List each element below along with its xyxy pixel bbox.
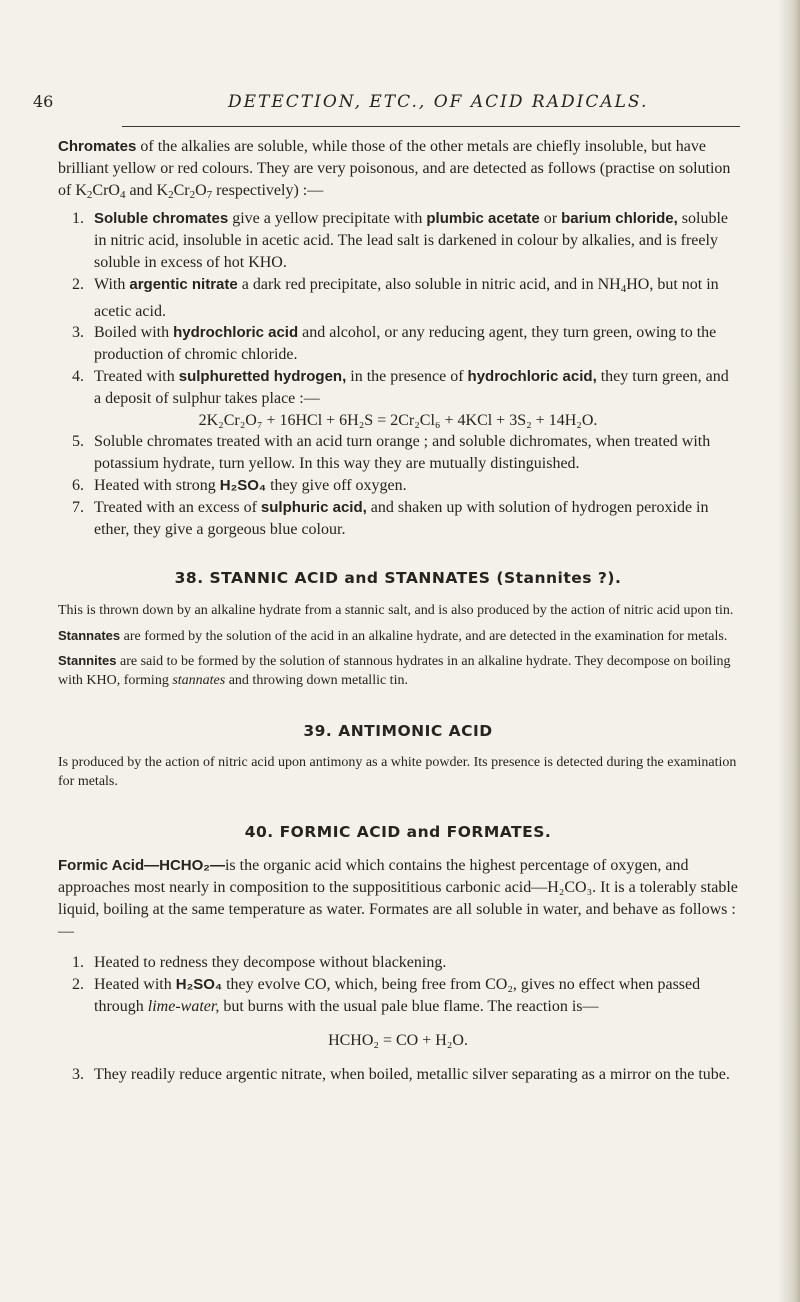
formula-part: respectively) :— bbox=[212, 181, 324, 199]
bold-term: hydrochloric acid, bbox=[467, 367, 597, 385]
list-item bbox=[58, 497, 738, 541]
running-title: DETECTION, ETC., OF ACID RADICALS. bbox=[228, 92, 649, 112]
formula-part: and K bbox=[125, 181, 169, 199]
page-header bbox=[0, 92, 800, 122]
bold-term: argentic nitrate bbox=[129, 275, 238, 293]
item-text: Boiled with bbox=[94, 324, 174, 342]
list-item bbox=[58, 322, 738, 366]
list-item bbox=[58, 208, 738, 273]
item-number: 2. bbox=[72, 976, 84, 994]
chromates-intro bbox=[58, 136, 738, 206]
italic-term: lime-water, bbox=[147, 998, 220, 1016]
item-number: 3. bbox=[72, 324, 84, 342]
sub: 2 bbox=[86, 188, 93, 201]
italic-term: stannates bbox=[172, 672, 226, 688]
item-text: Heated to redness they decompose without blackening. bbox=[94, 954, 447, 972]
para-text: are said to be formed by the solution of stannous hydrates in an alkaline hydrate. They decompose on boiling with KHO, forming bbox=[58, 654, 731, 688]
item-text: or bbox=[539, 210, 562, 228]
bold-term: H₂SO₄ bbox=[175, 976, 223, 994]
item-text: They readily reduce argentic nitrate, when boiled, metallic silver separating as a mirror on the tube. bbox=[94, 1065, 730, 1083]
item-text: they turn green, and a deposit of sulphur takes place :— bbox=[94, 367, 729, 407]
formic-intro bbox=[58, 855, 738, 942]
bold-term: plumbic acetate bbox=[426, 210, 540, 228]
item-text: give a yellow precipitate with bbox=[228, 210, 427, 228]
item-number: 3. bbox=[72, 1065, 84, 1083]
formic-intro-text: is the organic acid which contains the highest percentage of oxygen, and approaches most nearly in composition to the supposititious carbonic acid—H₂CO₃. It is a tolerably stable liquid, boiling at the same temperature as water. Formates are all soluble in water, and behave as follows :— bbox=[58, 857, 738, 940]
list-item bbox=[58, 974, 738, 1018]
list-item bbox=[58, 952, 738, 974]
bold-term: Stannates bbox=[58, 627, 121, 643]
stannic-para-1: This is thrown down by an alkaline hydrate from a stannic salt, and is also produced by the action of nitric acid upon tin. bbox=[58, 603, 734, 619]
para-text: and throwing down metallic tin. bbox=[225, 672, 408, 688]
formic-equation: HCHO₂ = CO + H₂O. bbox=[328, 1031, 468, 1049]
list-item bbox=[58, 1064, 738, 1086]
stannic-para-3 bbox=[58, 652, 738, 690]
section-heading-antimonic: 39. ANTIMONIC ACID bbox=[303, 721, 493, 740]
item-text: Heated with strong bbox=[94, 476, 220, 494]
sub: 2 bbox=[189, 188, 196, 201]
bold-term: sulphuretted hydrogen, bbox=[178, 367, 347, 385]
item-text: Heated with bbox=[94, 976, 176, 994]
page-number: 46 bbox=[33, 92, 54, 111]
item-text: and shaken up with solution of hydrogen peroxide in ether, they give a gorgeous blue colour. bbox=[94, 498, 709, 538]
item-number: 1. bbox=[72, 954, 84, 972]
sub: 4 bbox=[119, 188, 126, 201]
list-item bbox=[58, 274, 738, 323]
item-text: in the presence of bbox=[346, 367, 468, 385]
list-item bbox=[58, 431, 738, 475]
chromates-lead: Chromates bbox=[58, 138, 137, 155]
header-rule bbox=[122, 126, 740, 127]
item-text: they give off oxygen. bbox=[266, 476, 407, 494]
item-text: HO, but not in acetic acid. bbox=[94, 275, 719, 320]
formic-test-list bbox=[58, 952, 738, 1085]
section-heading-formic: 40. FORMIC ACID and FORMATES. bbox=[244, 822, 552, 841]
section-heading-stannic: 38. STANNIC ACID and STANNATES (Stannites ?). bbox=[174, 569, 622, 588]
chromate-equation: 2K₂Cr₂O₇ + 16HCl + 6H₂S = 2Cr₂Cl₆ + 4KCl + 3S₂ + 14H₂O. bbox=[198, 411, 598, 429]
sub: 4 bbox=[620, 282, 627, 295]
bold-term: Stannites bbox=[58, 653, 117, 669]
item-text: soluble in nitric acid, insoluble in acetic acid. The lead salt is darkened in colour by alkalies, and is freely soluble in excess of hot KHO. bbox=[94, 210, 728, 271]
list-item bbox=[58, 366, 738, 410]
item-number: 7. bbox=[72, 498, 84, 516]
bold-term: H₂SO₄ bbox=[219, 476, 267, 494]
sub: 2 bbox=[168, 188, 174, 201]
item-text: Soluble chromates treated with an acid turn orange ; and soluble dichromates, when treated with potassium hydrate, turn yellow. In this way they are mutually distinguished. bbox=[94, 433, 711, 473]
item-number: 5. bbox=[72, 433, 84, 451]
formic-lead: Formic Acid—HCHO₂— bbox=[58, 857, 225, 875]
chromates-test-list bbox=[58, 208, 738, 540]
bold-term: barium chloride, bbox=[561, 210, 678, 228]
formula-part: Cr bbox=[173, 181, 190, 199]
bold-term: sulphuric acid, bbox=[260, 498, 367, 516]
page-body bbox=[58, 136, 738, 1085]
formula-part: CrO bbox=[92, 181, 120, 199]
antimonic-para: Is produced by the action of nitric acid upon antimony as a white powder. Its presence is detected during the examination for metals. bbox=[58, 755, 737, 789]
chromates-intro-text: of the alkalies are soluble, while those of the other metals are chiefly insoluble, but have brilliant yellow or red colours. They are very poisonous, and are detected as follows (practise on solution of K bbox=[58, 138, 731, 199]
item-text: but burns with the usual pale blue flame. The reaction is— bbox=[219, 998, 599, 1016]
item-number: 1. bbox=[72, 210, 84, 228]
sub: 7 bbox=[206, 188, 213, 201]
para-text: are formed by the solution of the acid in an alkaline hydrate, and are detected in the examination for metals. bbox=[120, 628, 728, 644]
bold-term: Soluble chromates bbox=[94, 210, 229, 228]
item-text: they evolve CO, which, being free from CO₂, gives no effect when passed through bbox=[94, 976, 701, 1016]
item-text: Treated with an excess of bbox=[94, 498, 261, 516]
item-number: 4. bbox=[72, 367, 84, 385]
item-text: a dark red precipitate, also soluble in nitric acid, and in NH bbox=[237, 275, 621, 293]
item-text: Treated with bbox=[94, 367, 179, 385]
item-text: and alcohol, or any reducing agent, they turn green, owing to the production of chromic chloride. bbox=[94, 324, 717, 364]
formula-part: O bbox=[195, 181, 207, 199]
page-edge-shadow bbox=[778, 0, 800, 1302]
list-item bbox=[58, 475, 738, 497]
stannic-para-2 bbox=[58, 627, 738, 647]
item-number: 2. bbox=[72, 275, 84, 293]
item-number: 6. bbox=[72, 476, 84, 494]
item-text: With bbox=[94, 275, 130, 293]
bold-term: hydrochloric acid bbox=[173, 324, 299, 342]
